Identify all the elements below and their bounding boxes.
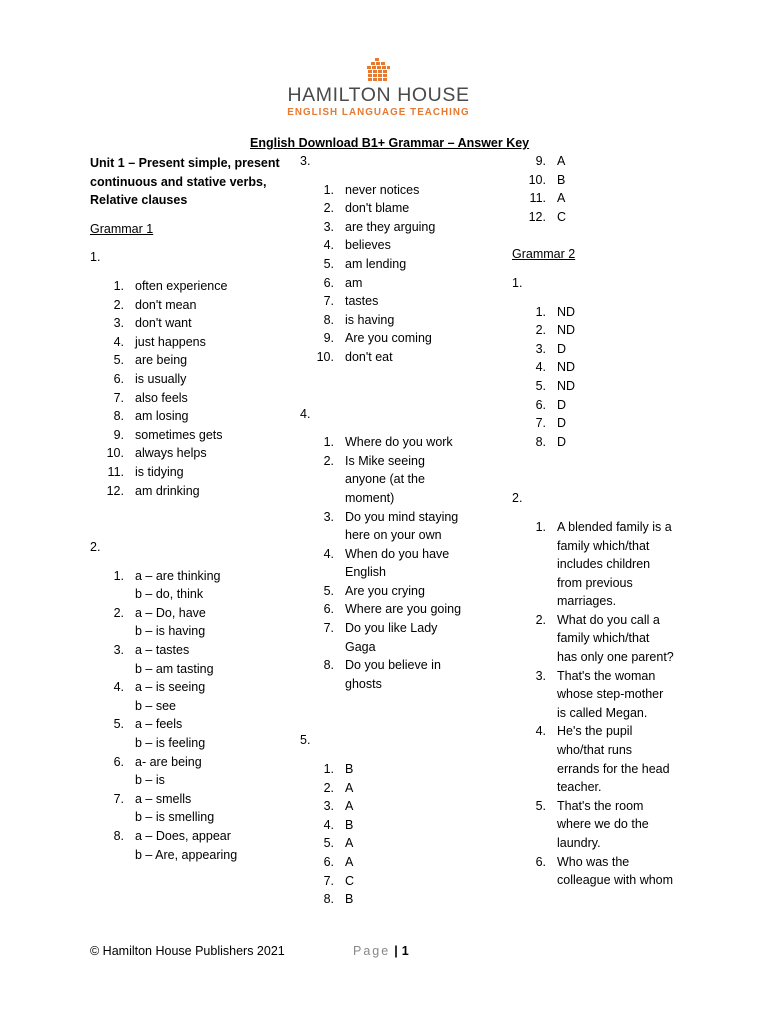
answer-item [300,582,490,601]
answer-number: 4. [323,238,334,253]
answer-text: where we do the [557,817,649,832]
answer-text: don't blame [345,201,410,216]
answer-text: ND [557,323,576,338]
answer-list [90,277,280,500]
answer-item [512,358,702,377]
answer-text: is called Megan. [557,705,648,720]
answer-item [90,790,280,827]
answer-number: 1. [113,568,124,583]
answer-text: don't want [135,316,192,331]
answer-item [300,311,490,330]
answer-text: a- are being [135,754,202,769]
answer-item [90,314,280,333]
answer-text: Where do you work [345,435,453,450]
answer-item [300,779,490,798]
document-title: English Download B1+ Grammar – Answer Key [250,136,530,150]
answer-item [300,797,490,816]
answer-item [300,816,490,835]
answer-number: 10. [106,446,124,461]
answer-text: That's the woman [557,668,656,683]
answer-text: a – smells [135,791,192,806]
footer-copyright: © Hamilton House Publishers 2021 [90,944,285,958]
column-3 [512,152,702,890]
answer-text: family which/that [557,631,650,646]
answer-text: What do you call a [557,612,660,627]
answer-number: 3. [113,316,124,331]
answer-item [300,274,490,293]
answer-number: 4. [323,546,334,561]
answer-item [300,452,490,508]
answer-text: ghosts [345,676,382,691]
answer-item [90,333,280,352]
answer-number: 6. [323,602,334,617]
answer-number: 9. [113,427,124,442]
answer-item [300,656,490,693]
exercise-label: 2. [90,540,101,555]
answer-item [300,255,490,274]
answer-text: is tidying [135,464,184,479]
answer-number: 1. [535,304,546,319]
answer-item [512,722,702,796]
answer-text: C [557,209,567,224]
answer-number: 4. [535,360,546,375]
answer-item [512,396,702,415]
column-1 [90,152,280,864]
answer-number: 5. [535,798,546,813]
answer-text: are they arguing [345,219,436,234]
answer-item [90,444,280,463]
answer-number: 3. [323,219,334,234]
answer-number: 7. [323,294,334,309]
answer-number: 1. [323,182,334,197]
answer-list [512,303,702,452]
answer-number: 2. [323,780,334,795]
answer-text: ND [557,304,576,319]
answer-number: 5. [535,378,546,393]
answer-list [512,518,702,890]
answer-number: 12. [528,209,546,224]
answer-text: tastes [345,294,379,309]
answer-number: 8. [323,312,334,327]
answer-number: 6. [535,397,546,412]
answer-number: 5. [323,256,334,271]
exercise-label: 4. [300,406,311,421]
answer-text: A [345,855,354,869]
answer-number: 9. [323,331,334,346]
answer-text: b – do, think [135,587,204,602]
answer-text: C [345,873,355,888]
answer-text: anyone (at the [345,472,425,487]
answer-item [300,600,490,619]
answer-text: B [345,762,354,777]
answer-number: 5. [323,836,334,851]
answer-text: When do you have [345,546,450,561]
answer-text: always helps [135,446,207,461]
answer-item [512,189,702,208]
answer-item [300,853,490,872]
answer-text: He's the pupil [557,724,633,739]
logo-title: HAMILTON HOUSE [287,84,470,106]
answer-text: a – tastes [135,643,190,658]
answer-text: don't mean [135,297,197,312]
answer-item [300,545,490,582]
answer-item [90,277,280,296]
answer-text: B [345,817,354,832]
answer-item [512,340,702,359]
answer-item [512,303,702,322]
unit-title: Unit 1 – Present simple, present continuous and stative verbs, Relative clauses [90,156,280,208]
hamilton-house-logo [276,52,481,122]
answer-number: 8. [323,892,334,907]
answer-text: A [345,780,354,795]
answer-text: am [345,275,363,290]
answer-text: just happens [135,334,206,349]
answer-text: ND [557,378,576,393]
answer-item [512,853,702,890]
answer-item [300,834,490,853]
answer-item [90,370,280,389]
answer-text: D [557,434,567,449]
answer-number: 8. [535,434,546,449]
answer-item [512,171,702,190]
exercise-label: 1. [512,275,523,290]
answer-number: 9. [535,154,546,168]
answer-number: 5. [113,353,124,368]
answer-text: colleague with whom [557,873,674,888]
answer-text: am drinking [135,483,200,498]
answer-item [90,715,280,752]
answer-list [300,760,490,909]
answer-text: here on your own [345,528,442,543]
answer-item [90,463,280,482]
answer-text: b – Are, appearing [135,847,238,862]
answer-number: 3. [535,668,546,683]
answer-text: who/that runs [557,743,633,758]
answer-number: 2. [535,612,546,627]
page-word: Page [353,944,391,958]
exercise-label: 5. [300,733,311,748]
answer-number: 6. [323,855,334,869]
answer-text: b – see [135,698,177,713]
answer-number: 6. [535,854,546,869]
answer-text: errands for the head [557,761,670,776]
answer-number: 2. [113,605,124,620]
answer-item [512,667,702,723]
answer-item [90,753,280,790]
answer-number: 8. [113,409,124,424]
answer-text: a – feels [135,717,183,732]
answer-text: Is Mike seeing [345,453,425,468]
answer-number: 6. [113,754,124,769]
answer-item [512,377,702,396]
answer-item [300,433,490,452]
answer-number: 4. [323,817,334,832]
answer-item [90,407,280,426]
answer-number: 11. [107,464,124,479]
answer-item [512,611,702,667]
answer-item [90,678,280,715]
answer-text: has only one parent? [557,650,674,665]
answer-text: am losing [135,409,189,424]
answer-number: 6. [323,275,334,290]
answer-item [512,152,702,171]
answer-item [90,351,280,370]
answer-text: from previous [557,575,633,590]
answer-number: 1. [535,519,546,534]
answer-list [300,433,490,693]
answer-number: 3. [323,509,334,524]
answer-item [90,827,280,864]
house-logo-icon [362,58,394,86]
answer-item [90,482,280,501]
answer-item [512,433,702,452]
answer-text: B [557,172,566,187]
answer-number: 3. [535,341,546,356]
answer-number: 1. [323,762,334,777]
answer-text: b – is having [135,624,206,639]
answer-number: 7. [113,390,124,405]
answer-item [512,797,702,853]
grammar-2-heading: Grammar 2 [512,247,576,262]
answer-text: Who was the [557,854,630,869]
answer-item [300,872,490,891]
answer-text: D [557,397,567,412]
answer-number: 3. [323,799,334,814]
answer-number: 7. [323,621,334,636]
answer-text: B [345,892,354,907]
answer-item [512,518,702,611]
answer-item [300,890,490,909]
answer-item [300,348,490,367]
grammar-1-heading: Grammar 1 [90,221,154,236]
answer-text: are being [135,353,188,368]
footer-page-number [353,944,409,958]
answer-text: English [345,565,386,580]
answer-text: b – is feeling [135,736,206,751]
answer-number: 5. [323,583,334,598]
answer-text: includes children [557,557,651,572]
answer-number: 12. [106,483,124,498]
column-2 [300,152,490,909]
answer-text: believes [345,238,391,253]
answer-item [300,508,490,545]
answer-text: Where are you going [345,602,462,617]
answer-number: 11. [529,191,546,206]
answer-number: 10. [528,172,546,187]
answer-text: Are you crying [345,583,425,598]
answer-text: family which/that [557,538,650,553]
answer-text: b – am tasting [135,661,214,676]
answer-number: 7. [535,416,546,431]
answer-text: Are you coming [345,331,432,346]
answer-number: 3. [113,643,124,658]
answer-item [300,292,490,311]
answer-text: sometimes gets [135,427,223,442]
answer-text: ND [557,360,576,375]
answer-item [300,181,490,200]
exercise-label: 3. [300,154,311,168]
answer-number: 8. [323,658,334,673]
answer-item [512,321,702,340]
answer-text: A [345,836,354,851]
answer-list [300,181,490,367]
answer-text: a – is seeing [135,680,206,695]
answer-text: is having [345,312,395,327]
answer-number: 4. [113,334,124,349]
page-number: 1 [401,944,409,958]
answer-text: b – is [135,773,165,788]
answer-number: 2. [323,453,334,468]
answer-text: Do you like Lady [345,621,438,636]
answer-item [90,567,280,604]
answer-text: D [557,416,567,431]
answer-text: A [345,799,354,814]
answer-text: also feels [135,390,188,405]
answer-text: A [557,154,566,168]
answer-text: A blended family is a [557,519,672,534]
answer-text: teacher. [557,780,602,795]
answer-item [300,619,490,656]
answer-list [512,152,702,226]
answer-text: Do you believe in [345,658,441,673]
answer-number: 5. [113,717,124,732]
answer-text: a – Do, have [135,605,206,620]
answer-item [90,389,280,408]
answer-text: is usually [135,371,187,386]
answer-text: never notices [345,182,420,197]
answer-text: am lending [345,256,407,271]
answer-item [90,641,280,678]
answer-text: A [557,191,566,206]
answer-text: don't eat [345,349,393,364]
answer-text: That's the room [557,798,644,813]
answer-item [90,296,280,315]
answer-item [300,199,490,218]
answer-text: Gaga [345,639,376,654]
answer-item [300,760,490,779]
answer-text: often experience [135,278,228,293]
exercise-label: 2. [512,491,523,506]
answer-item [90,604,280,641]
answer-number: 7. [323,873,334,888]
answer-text: moment) [345,490,395,505]
answer-item [512,414,702,433]
answer-item [512,208,702,227]
answer-number: 2. [535,323,546,338]
answer-text: a – are thinking [135,568,221,583]
answer-number: 10. [316,349,334,364]
answer-number: 1. [323,435,334,450]
answer-text: D [557,341,567,356]
answer-item [90,426,280,445]
answer-number: 4. [535,724,546,739]
answer-number: 1. [113,278,124,293]
answer-text: marriages. [557,594,617,609]
answer-text: whose step-mother [557,687,664,702]
answer-text: laundry. [557,836,601,850]
logo-subtitle: ENGLISH LANGUAGE TEACHING [287,107,470,118]
answer-text: a – Does, appear [135,829,231,843]
answer-item [300,329,490,348]
page-separator: | [394,944,398,958]
answer-number: 8. [113,829,124,843]
answer-text: b – is smelling [135,810,215,825]
answer-number: 4. [113,680,124,695]
answer-number: 2. [113,297,124,312]
answer-number: 7. [113,791,124,806]
answer-list [90,567,280,865]
answer-item [300,218,490,237]
answer-item [300,236,490,255]
exercise-label: 1. [90,250,101,265]
answer-number: 6. [113,371,124,386]
answer-text: Do you mind staying [345,509,459,524]
answer-number: 2. [323,201,334,216]
